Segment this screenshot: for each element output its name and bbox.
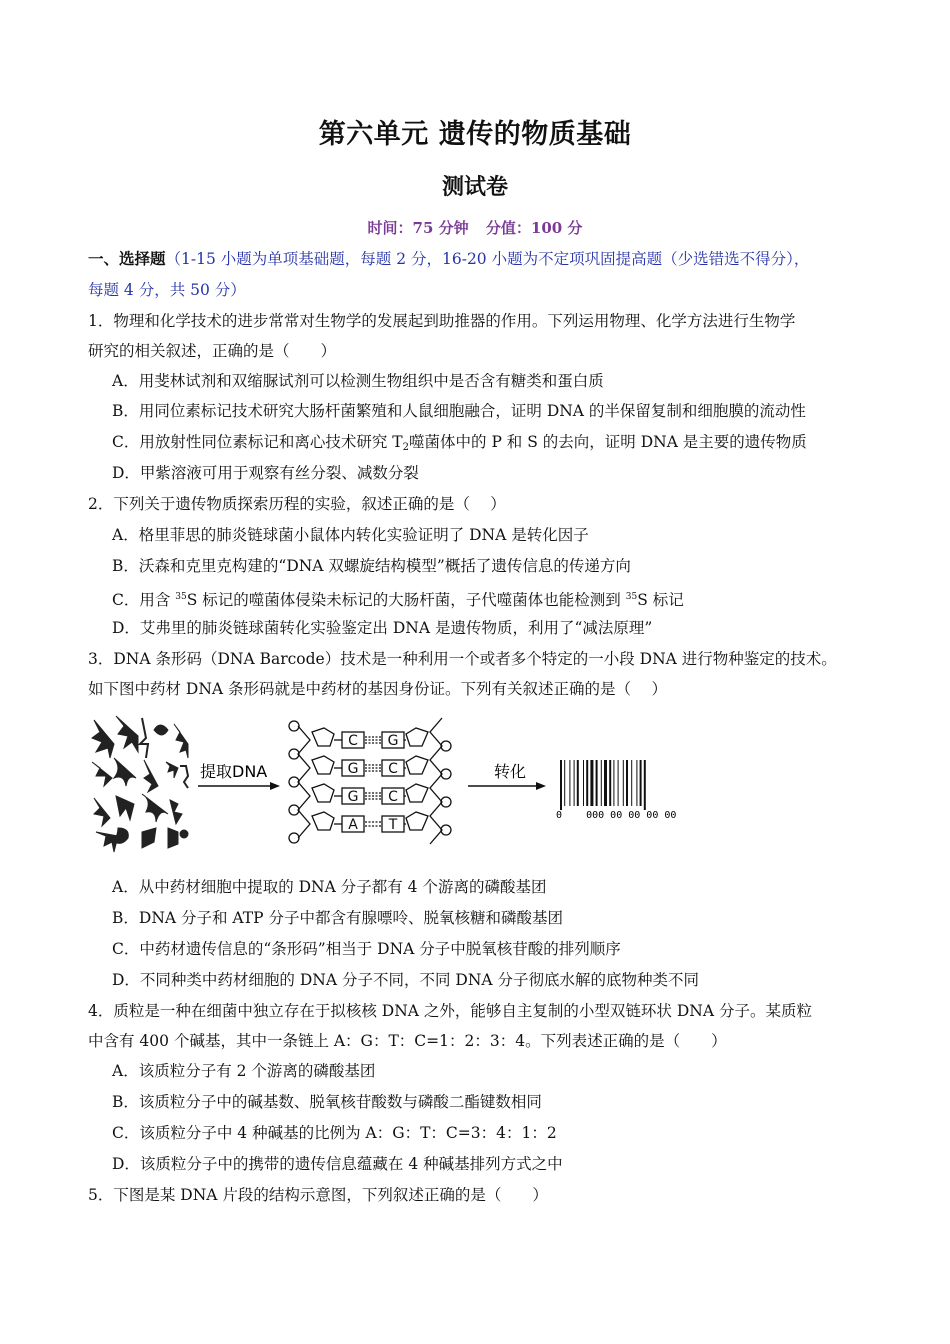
- dna-structure-diagram: [289, 718, 451, 844]
- sugar-left-1: [312, 728, 334, 746]
- barcode-bar: [586, 760, 588, 806]
- exam-meta: [0, 217, 950, 238]
- sugar-right-3: [406, 784, 428, 802]
- barcode-bar: [613, 760, 614, 806]
- barcode-bar: [560, 760, 562, 810]
- page-subtitle: 测试卷: [441, 175, 508, 200]
- question-2-stem: 2．下列关于遗传物质探索历程的实验，叙述正确的是（ ）: [88, 495, 506, 513]
- page-title: 第六单元 遗传的物质基础: [318, 119, 632, 150]
- barcode-bar: [644, 760, 646, 810]
- question-5-stem: 5．下图是某 DNA 片段的结构示意图，下列叙述正确的是（ ）: [88, 1186, 548, 1204]
- barcode-bar: [626, 760, 628, 806]
- base-label-r2: C: [388, 761, 398, 777]
- barcode-bar: [564, 760, 565, 806]
- sugar-left-2: [312, 756, 334, 774]
- barcode-bar: [636, 760, 637, 806]
- hydrogen-bonds: [365, 737, 381, 826]
- question-3-option-a: A．从中药材细胞中提取的 DNA 分子都有 4 个游离的磷酸基团: [112, 878, 547, 896]
- option-c-text-2: S 标记的噬菌体侵染未标记的大肠杆菌，子代噬菌体也能检测到: [186, 591, 626, 609]
- arrow-1-head: [270, 782, 280, 790]
- question-3-option-c: C．中药材遗传信息的“条形码”相当于 DNA 分子中脱氧核苷酸的排列顺序: [112, 940, 621, 958]
- barcode-digits: 0 000 00 00 00 00: [556, 810, 677, 821]
- arrow-label-extract: 提取DNA: [200, 762, 268, 781]
- base-label-r3: C: [388, 789, 398, 805]
- barcode-bar: [604, 760, 607, 806]
- sugar-right-1: [406, 728, 428, 746]
- barcode-bar: [590, 760, 593, 806]
- question-3-option-d: D．不同种类中药材细胞的 DNA 分子不同，不同 DNA 分子彻底水解的底物种类不同: [112, 971, 700, 989]
- base-label-l4: A: [348, 817, 358, 833]
- total-score: 分值：100 分: [485, 219, 583, 237]
- option-c-text-3: S 标记: [637, 591, 684, 609]
- question-4-stem-cont: 中含有 400 个碱基，其中一条链上 A：G：T：C=1：2：3：4。下列表述正确的是（ ）: [88, 1032, 727, 1050]
- barcode-bar: [609, 760, 611, 806]
- option-c-text-2: 噬菌体中的 P 和 S 的去向，证明 DNA 是主要的遗传物质: [409, 433, 807, 451]
- barcode-bar: [569, 760, 570, 806]
- base-label-r1: G: [387, 733, 399, 749]
- dna-barcode-figure: [84, 710, 684, 860]
- base-labels: [348, 733, 399, 833]
- question-1-option-a: A．用斐林试剂和双缩脲试剂可以检测生物组织中是否含有糖类和蛋白质: [112, 372, 604, 390]
- question-1-stem-cont: 研究的相关叙述，正确的是（ ）: [88, 342, 337, 360]
- question-4-option-a: A．该质粒分子有 2 个游离的磷酸基团: [112, 1062, 376, 1080]
- sugar-right-4: [406, 812, 428, 830]
- section-note: （1-15 小题为单项基础题，每题 2 分，16-20 小题为不定项巩固提高题（少选错选不得分），: [165, 250, 810, 268]
- base-label-l1: C: [348, 733, 358, 749]
- sugar-left-4: [312, 812, 334, 830]
- base-label-r4: T: [388, 817, 398, 833]
- question-4-stem: 4．质粒是一种在细菌中独立存在于拟核核 DNA 之外，能够自主复制的小型双链环状 DNA 分子。某质粒: [88, 1002, 812, 1020]
- barcode-bar: [623, 760, 624, 806]
- barcode-bar: [631, 760, 632, 806]
- question-1-option-b: B．用同位素标记技术研究大肠杆菌繁殖和人鼠细胞融合，证明 DNA 的半保留复制和细胞膜的流动性: [112, 402, 806, 420]
- question-3-stem: 3．DNA 条形码（DNA Barcode）技术是一种利用一个或者多个特定的一小段 DNA 进行物种鉴定的技术。: [88, 650, 837, 668]
- barcode-bar: [618, 760, 619, 806]
- option-c-superscript-2: 35: [625, 592, 638, 602]
- question-2-option-c: [112, 586, 892, 611]
- section-note-cont: 每题 4 分，共 50 分）: [88, 281, 246, 299]
- question-4-option-c: C．该质粒分子中 4 种碱基的比例为 A：G：T：C=3：4：1：2: [112, 1124, 557, 1142]
- section-title: 一、选择题: [88, 249, 166, 268]
- barcode-image: [560, 760, 646, 810]
- section-heading: [88, 248, 868, 270]
- dna-barcode-diagram: [84, 710, 684, 860]
- time-limit: 时间：75 分钟: [367, 219, 469, 237]
- question-2-option-b: B．沃森和克里克构建的“DNA 双螺旋结构模型”概括了遗传信息的传递方向: [112, 557, 631, 575]
- barcode-bar: [577, 760, 579, 806]
- question-1-stem: 1．物理和化学技术的进步常常对生物学的发展起到助推器的作用。下列运用物理、化学方法进行生物学: [88, 312, 796, 330]
- right-backbone: [430, 718, 442, 844]
- question-2-option-a: A．格里菲思的肺炎链球菌小鼠体内转化实验证明了 DNA 是转化因子: [112, 526, 589, 544]
- barcode-bar: [583, 760, 584, 806]
- phosphate-left-5: [289, 833, 299, 843]
- herb-specimens-image: [92, 716, 188, 852]
- arrow-2-head: [536, 782, 546, 790]
- barcode-bar: [574, 760, 575, 806]
- question-4-option-d: D．该质粒分子中的携带的遗传信息蕴藏在 4 种碱基排列方式之中: [112, 1155, 563, 1173]
- barcode-bar: [596, 760, 598, 806]
- option-c-text-1: C．用放射性同位素标记和离心技术研究 T: [112, 433, 403, 451]
- phosphate-left-1: [289, 721, 299, 731]
- option-c-superscript-1: 35: [175, 592, 187, 602]
- barcode-bar: [601, 760, 602, 806]
- base-label-l2: G: [347, 761, 359, 777]
- option-c-subscript: 2: [402, 442, 410, 453]
- sugar-right-2: [406, 756, 428, 774]
- question-4-option-b: B．该质粒分子中的碱基数、脱氧核苷酸数与磷酸二酯键数相同: [112, 1093, 542, 1111]
- arrow-label-convert: 转化: [494, 762, 527, 781]
- question-3-stem-cont: 如下图中药材 DNA 条形码就是中药材的基因身份证。下列有关叙述正确的是（ ）: [88, 680, 667, 698]
- question-3-option-b: B．DNA 分子和 ATP 分子中都含有腺嘌呤、脱氧核糖和磷酸基团: [112, 909, 563, 927]
- question-1-option-d: D．甲紫溶液可用于观察有丝分裂、减数分裂: [112, 464, 419, 482]
- barcode-bar: [640, 760, 642, 806]
- question-2-option-d: D．艾弗里的肺炎链球菌转化实验鉴定出 DNA 是遗传物质，利用了“减法原理”: [112, 619, 653, 637]
- left-backbone: [298, 726, 310, 838]
- base-label-l3: G: [347, 789, 359, 805]
- sugar-left-3: [312, 784, 334, 802]
- option-c-text-1: C．用含: [112, 591, 176, 609]
- question-1-option-c: [112, 431, 892, 459]
